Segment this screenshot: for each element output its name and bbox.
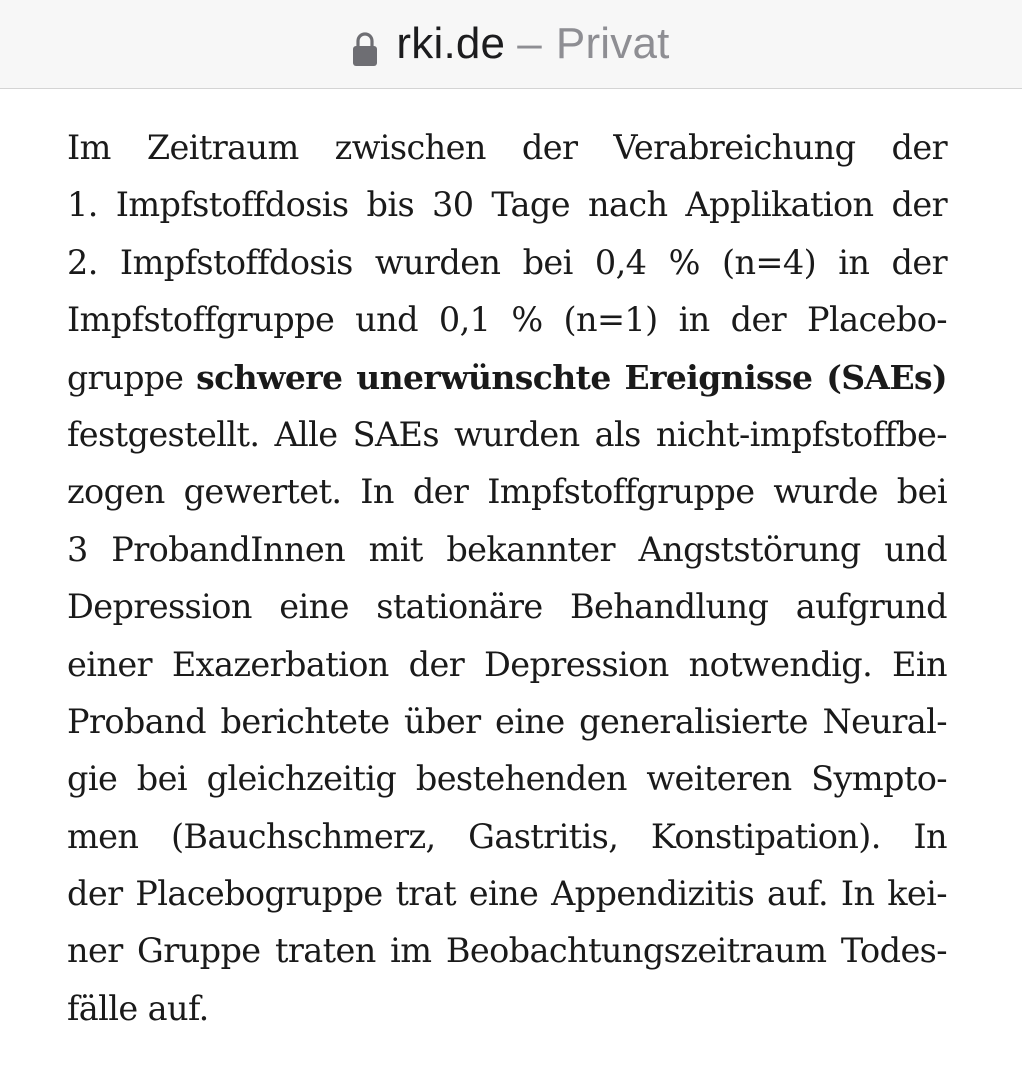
text-line: ner Gruppe traten im Beobachtungszeitraum Todes- [67,931,947,971]
text-line: Im Zeitraum zwischen der Verabreichung der [67,128,947,167]
text-line: festgestellt. Alle SAEs wurden als nicht-impfstoffbe- [67,414,947,454]
text-line-lead: gruppe [67,357,197,397]
text-line [67,349,947,406]
text-line: fälle auf. [67,988,209,1028]
text-line: Depression eine stationäre Behandlung aufgrund [67,587,947,627]
text-line: Proband berichtete über eine generalisierte Neural- [67,701,947,741]
text-line: 3 ProbandInnen mit bekannter Angststörung und [67,529,947,569]
address-bar[interactable] [0,0,1022,89]
text-line: 1. Impfstoffdosis bis 30 Tage nach Applikation der [67,185,947,225]
text-line: zogen gewertet. In der Impfstoffgruppe wurde bei [67,472,947,512]
address-separator: – [517,19,542,68]
lock-icon [352,28,378,64]
site-domain: rki.de [396,19,506,68]
text-line: gie bei gleichzeitig bestehenden weiteren Sympto- [67,759,947,799]
text-line: men (Bauchschmerz, Gastritis, Konstipation). In [67,816,947,856]
text-line: einer Exazerbation der Depression notwendig. Ein [67,644,947,684]
article-text [67,119,947,1037]
text-line: der Placebogruppe trat eine Appendizitis auf. In kei- [67,874,947,914]
text-line: 2. Impfstoffdosis wurden bei 0,4 % (n=4) in der [67,242,947,282]
bold-term-saes: schwere unerwünschte Ereignisse (SAEs) [196,357,947,397]
text-line: Impfstoffgruppe und 0,1 % (n=1) in der Placebo- [67,300,947,340]
private-mode-label: Privat [555,19,670,68]
